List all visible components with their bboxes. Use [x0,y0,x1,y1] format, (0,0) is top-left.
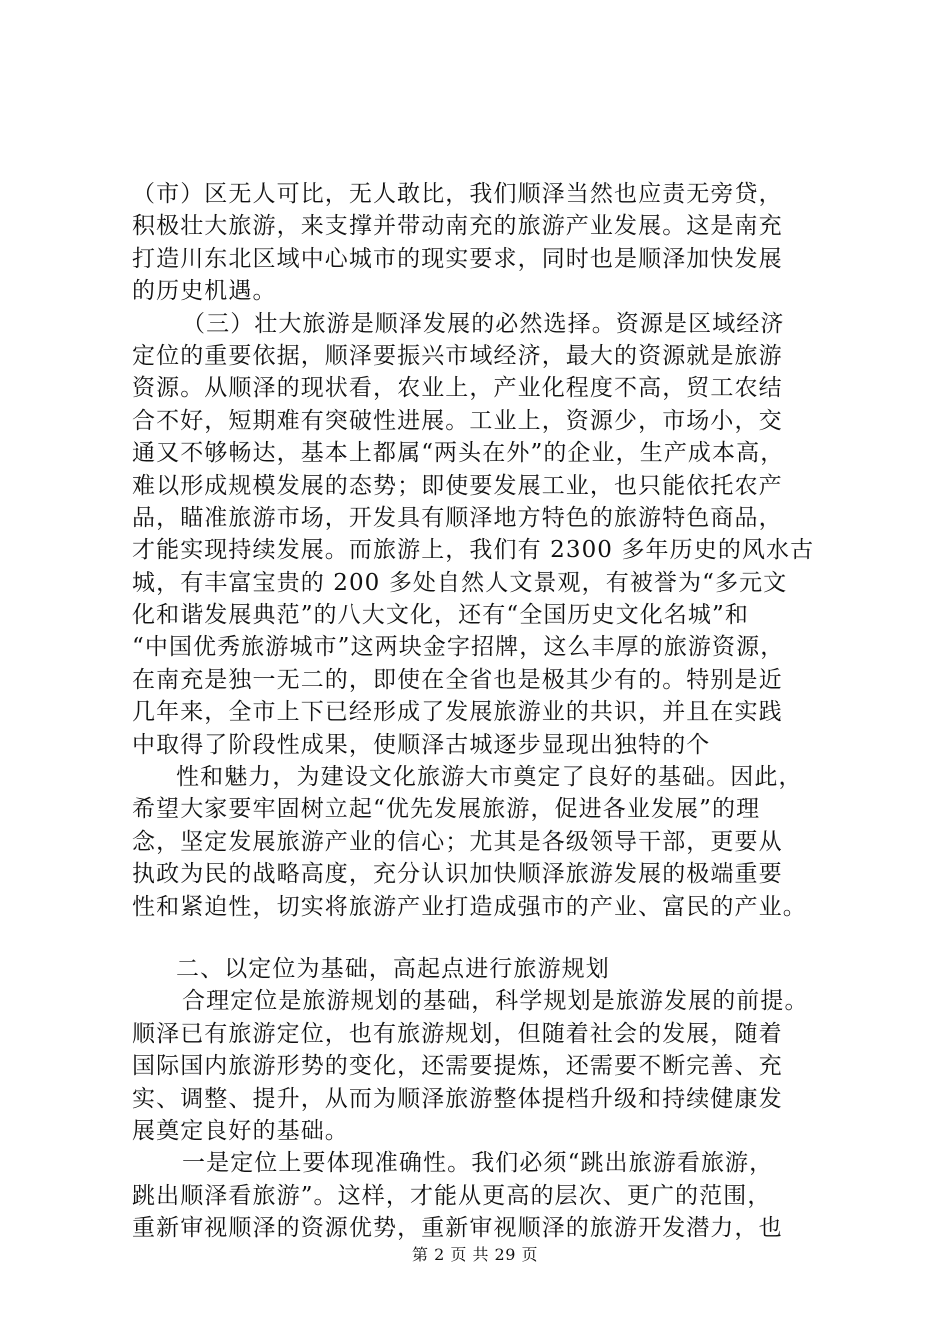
text-line: 资源。从顺泽的现状看，农业上，产业化程度不高，贸工农结 [132,375,783,402]
text-line: 国际国内旅游形势的变化，还需要提炼，还需要不断完善、充 [132,1053,783,1080]
text-line: 合理定位是旅游规划的基础，科学规划是旅游发展的前提。 [182,988,809,1015]
text-line: 积极壮大旅游，来支撑并带动南充的旅游产业发展。这是南充 [132,213,783,240]
page-number-footer: 第 2 页 共 29 页 [412,1245,538,1264]
text-line: 实、调整、提升，从而为顺泽旅游整体提档升级和持续健康发 [132,1085,783,1112]
text-line: 性和紧迫性，切实将旅游产业打造成强市的产业、富民的产业。 [132,893,807,920]
text-line: 中取得了阶段性成果，使顺泽古城逐步显现出独特的个 [132,731,711,758]
text-line: 顺泽已有旅游定位，也有旅游规划，但随着社会的发展，随着 [132,1020,783,1047]
text-line: 重新审视顺泽的资源优势，重新审视顺泽的旅游开发潜力，也 [132,1215,783,1242]
text-line: 性和魅力，为建设文化旅游大市奠定了良好的基础。因此， [176,764,803,791]
text-line: 的历史机遇。 [132,278,277,305]
text-line: 定位的重要依据，顺泽要振兴市域经济，最大的资源就是旅游 [132,342,783,369]
text-line: 才能实现持续发展。而旅游上，我们有 2300 多年历史的风水古 [132,537,815,564]
text-line: 一是定位上要体现准确性。我们必须“跳出旅游看旅游， [182,1150,774,1177]
text-line: 化和谐发展典范”的八大文化，还有“全国历史文化名城”和 [132,602,749,629]
text-line: 合不好，短期难有突破性进展。工业上，资源少，市场小，交 [132,407,783,434]
text-line: 难以形成规模发展的态势；即使要发展工业，也只能依托农产 [132,472,783,499]
paragraph-gap [132,923,832,953]
text-line: “中国优秀旅游城市”这两块金字招牌，这么丰厚的旅游资源， [132,634,785,661]
text-line: 执政为民的战略高度，充分认识加快顺泽旅游发展的极端重要 [132,861,783,888]
text-line: 城，有丰富宝贵的 200 多处自然人文景观，有被誉为“多元文 [132,569,788,596]
text-line: 念，坚定发展旅游产业的信心；尤其是各级领导干部，更要从 [132,828,783,855]
text-line: 跳出顺泽看旅游”。这样，才能从更高的层次、更广的范围， [132,1182,772,1209]
text-line: 展奠定良好的基础。 [132,1117,349,1144]
text-line: 在南充是独一无二的，即使在全省也是极其少有的。特别是近 [132,666,783,693]
text-line: 通又不够畅达，基本上都属“两头在外”的企业，生产成本高， [132,440,785,467]
text-line: （市）区无人可比，无人敢比，我们顺泽当然也应责无旁贷， [132,181,783,207]
section-heading: 二、以定位为基础，高起点进行旅游规划 [176,955,610,982]
text-line: 几年来，全市上下已经形成了发展旅游业的共识，并且在实践 [132,699,783,726]
text-line: 品，瞄准旅游市场，开发具有顺泽地方特色的旅游特色商品， [132,504,783,531]
document-body [132,178,832,1245]
text-line: 希望大家要牢固树立起“优先发展旅游，促进各业发展”的理 [132,796,761,823]
text-line: （三）壮大旅游是顺泽发展的必然选择。资源是区域经济 [182,310,785,337]
text-line: 打造川东北区域中心城市的现实要求，同时也是顺泽加快发展 [132,245,783,272]
